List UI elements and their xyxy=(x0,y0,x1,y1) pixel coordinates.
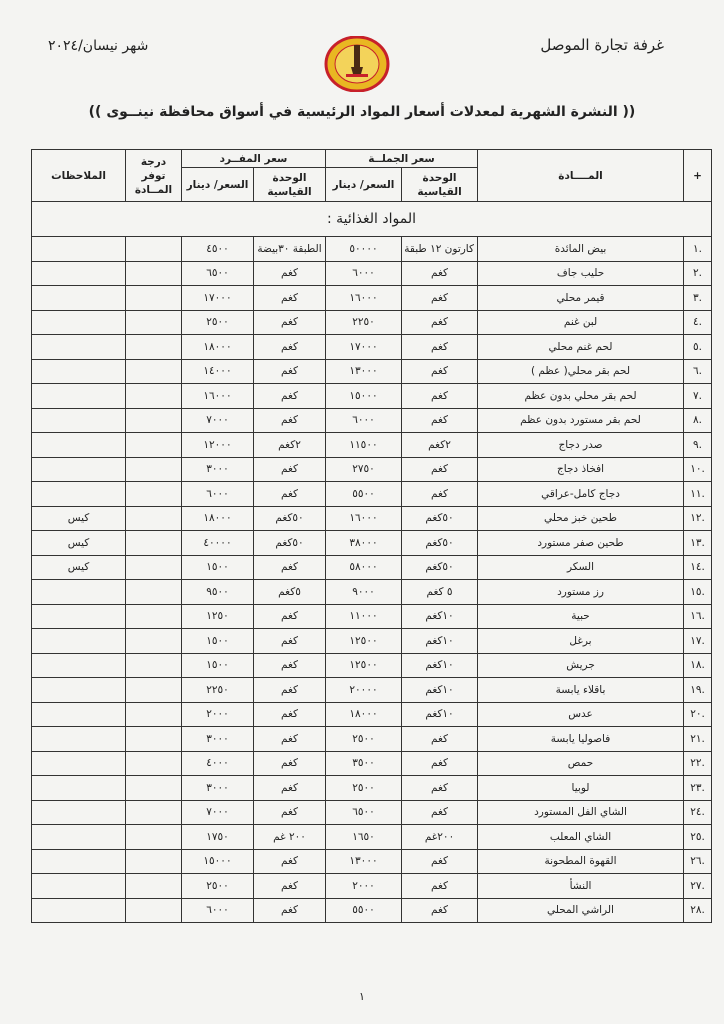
availability-cell xyxy=(126,874,182,899)
item-name: النشأ xyxy=(478,874,684,899)
availability-cell xyxy=(126,555,182,580)
table-row xyxy=(32,629,712,654)
retail-price: ٢٥٠٠ xyxy=(182,874,254,899)
table-row xyxy=(32,653,712,678)
wholesale-unit: كغم xyxy=(402,457,478,482)
item-name: باقلاء يابسة xyxy=(478,678,684,703)
retail-price: ١٥٠٠٠ xyxy=(182,849,254,874)
row-number: .١ xyxy=(684,237,712,262)
wholesale-unit: كغم xyxy=(402,751,478,776)
retail-price: ٦٠٠٠ xyxy=(182,482,254,507)
row-number: .١٩ xyxy=(684,678,712,703)
item-name: جريش xyxy=(478,653,684,678)
availability-cell xyxy=(126,776,182,801)
table-row xyxy=(32,604,712,629)
retail-unit: كغم xyxy=(254,776,326,801)
table-row xyxy=(32,237,712,262)
header-wholesale-price: سعر الجملــة xyxy=(326,150,478,168)
retail-unit: كغم xyxy=(254,727,326,752)
retail-price: ٣٠٠٠ xyxy=(182,457,254,482)
wholesale-unit: كغم xyxy=(402,776,478,801)
availability-cell xyxy=(126,727,182,752)
notes-cell xyxy=(32,335,126,360)
retail-unit: كغم xyxy=(254,555,326,580)
retail-price: ٦٥٠٠ xyxy=(182,261,254,286)
page-number: ١ xyxy=(359,990,365,1003)
item-name: لحم بقر مستورد بدون عظم xyxy=(478,408,684,433)
table-row xyxy=(32,825,712,850)
row-number: .٤ xyxy=(684,310,712,335)
availability-cell xyxy=(126,629,182,654)
retail-price: ١٧٥٠ xyxy=(182,825,254,850)
wholesale-price: ٢٧٥٠ xyxy=(326,457,402,482)
retail-price: ٣٠٠٠ xyxy=(182,776,254,801)
item-name: صدر دجاج xyxy=(478,433,684,458)
item-name: طحين صفر مستورد xyxy=(478,531,684,556)
row-number: .١٠ xyxy=(684,457,712,482)
table-row xyxy=(32,457,712,482)
notes-cell: كيس xyxy=(32,555,126,580)
table-row xyxy=(32,286,712,311)
wholesale-price: ١٣٠٠٠ xyxy=(326,849,402,874)
notes-cell xyxy=(32,384,126,409)
item-name: حبية xyxy=(478,604,684,629)
wholesale-price: ٥٥٠٠ xyxy=(326,898,402,923)
retail-unit: كغم xyxy=(254,898,326,923)
wholesale-unit: ١٠كغم xyxy=(402,604,478,629)
availability-cell xyxy=(126,531,182,556)
row-number: .١١ xyxy=(684,482,712,507)
retail-unit: كغم xyxy=(254,335,326,360)
item-name: حليب جاف xyxy=(478,261,684,286)
retail-price: ٣٠٠٠ xyxy=(182,727,254,752)
notes-cell xyxy=(32,408,126,433)
notes-cell xyxy=(32,433,126,458)
header-wholesale-value: السعر/ دينار xyxy=(326,168,402,202)
category-row xyxy=(32,202,712,237)
wholesale-price: ١٢٥٠٠ xyxy=(326,653,402,678)
wholesale-price: ٩٠٠٠ xyxy=(326,580,402,605)
notes-cell xyxy=(32,702,126,727)
table-row xyxy=(32,898,712,923)
wholesale-price: ١٢٥٠٠ xyxy=(326,629,402,654)
notes-cell xyxy=(32,286,126,311)
table-row xyxy=(32,384,712,409)
wholesale-unit: ٢٠٠غم xyxy=(402,825,478,850)
table-row xyxy=(32,531,712,556)
table-row xyxy=(32,702,712,727)
retail-price: ٢٥٠٠ xyxy=(182,310,254,335)
wholesale-price: ١٥٠٠٠ xyxy=(326,384,402,409)
wholesale-price: ١٣٠٠٠ xyxy=(326,359,402,384)
wholesale-price: ٥٠٠٠٠ xyxy=(326,237,402,262)
row-number: .٢٦ xyxy=(684,849,712,874)
wholesale-price: ٣٥٠٠ xyxy=(326,751,402,776)
availability-cell xyxy=(126,849,182,874)
wholesale-unit: كغم xyxy=(402,335,478,360)
row-number: .٢٨ xyxy=(684,898,712,923)
item-rows xyxy=(32,237,712,923)
table-row xyxy=(32,849,712,874)
row-number: .٢٧ xyxy=(684,874,712,899)
availability-cell xyxy=(126,482,182,507)
row-number: .٣ xyxy=(684,286,712,311)
wholesale-price: ٦٠٠٠ xyxy=(326,261,402,286)
retail-price: ١٤٠٠٠ xyxy=(182,359,254,384)
wholesale-price: ٣٨٠٠٠ xyxy=(326,531,402,556)
chamber-name: غرفة تجارة الموصل xyxy=(540,36,664,54)
row-number: .٨ xyxy=(684,408,712,433)
item-name: الشاي المعلب xyxy=(478,825,684,850)
table-row xyxy=(32,482,712,507)
chamber-logo-icon xyxy=(324,36,390,92)
retail-unit: كغم xyxy=(254,359,326,384)
row-number: .٩ xyxy=(684,433,712,458)
notes-cell xyxy=(32,580,126,605)
header-retail-unit: الوحدة القياسية xyxy=(254,168,326,202)
retail-unit: كغم xyxy=(254,261,326,286)
wholesale-price: ١١٥٠٠ xyxy=(326,433,402,458)
notes-cell xyxy=(32,237,126,262)
retail-price: ٤٠٠٠٠ xyxy=(182,531,254,556)
retail-unit: كغم xyxy=(254,629,326,654)
retail-price: ١٨٠٠٠ xyxy=(182,335,254,360)
category-food: المواد الغذائية : xyxy=(32,202,712,237)
availability-cell xyxy=(126,751,182,776)
retail-unit: كغم xyxy=(254,286,326,311)
availability-cell xyxy=(126,286,182,311)
table-row xyxy=(32,310,712,335)
row-number: .٢٣ xyxy=(684,776,712,801)
retail-unit: كغم xyxy=(254,800,326,825)
notes-cell xyxy=(32,825,126,850)
table-row xyxy=(32,751,712,776)
availability-cell xyxy=(126,506,182,531)
wholesale-unit: ٥ كغم xyxy=(402,580,478,605)
table-row xyxy=(32,335,712,360)
retail-price: ١٧٠٠٠ xyxy=(182,286,254,311)
item-name: حمص xyxy=(478,751,684,776)
item-name: عدس xyxy=(478,702,684,727)
availability-cell xyxy=(126,678,182,703)
row-number: .٢٢ xyxy=(684,751,712,776)
retail-price: ١٢٥٠ xyxy=(182,604,254,629)
item-name: برغل xyxy=(478,629,684,654)
notes-cell xyxy=(32,727,126,752)
retail-price: ١٢٠٠٠ xyxy=(182,433,254,458)
row-number: .٢٥ xyxy=(684,825,712,850)
header-index: + xyxy=(684,150,712,202)
retail-unit: كغم xyxy=(254,457,326,482)
row-number: .١٧ xyxy=(684,629,712,654)
wholesale-price: ٢٠٠٠ xyxy=(326,874,402,899)
availability-cell xyxy=(126,408,182,433)
notes-cell: كيس xyxy=(32,531,126,556)
table-row xyxy=(32,555,712,580)
row-number: .١٥ xyxy=(684,580,712,605)
retail-price: ٤٠٠٠ xyxy=(182,751,254,776)
item-name: رز مستورد xyxy=(478,580,684,605)
retail-unit: كغم xyxy=(254,653,326,678)
retail-unit: كغم xyxy=(254,849,326,874)
retail-price: ٧٠٠٠ xyxy=(182,800,254,825)
notes-cell xyxy=(32,751,126,776)
item-name: افخاذ دجاج xyxy=(478,457,684,482)
availability-cell xyxy=(126,433,182,458)
availability-cell xyxy=(126,384,182,409)
wholesale-price: ٦٠٠٠ xyxy=(326,408,402,433)
retail-unit: كغم xyxy=(254,482,326,507)
wholesale-unit: كغم xyxy=(402,849,478,874)
wholesale-unit: كغم xyxy=(402,310,478,335)
retail-unit: ٢كغم xyxy=(254,433,326,458)
wholesale-unit: ١٠كغم xyxy=(402,702,478,727)
availability-cell xyxy=(126,604,182,629)
notes-cell xyxy=(32,800,126,825)
row-number: .٢٤ xyxy=(684,800,712,825)
notes-cell xyxy=(32,678,126,703)
wholesale-unit: كغم xyxy=(402,898,478,923)
retail-price: ٩٥٠٠ xyxy=(182,580,254,605)
wholesale-price: ٢٥٠٠ xyxy=(326,776,402,801)
notes-cell xyxy=(32,629,126,654)
header-retail-price: سعر المفــرد xyxy=(182,150,326,168)
retail-unit: كغم xyxy=(254,702,326,727)
item-name: بيض المائدة xyxy=(478,237,684,262)
row-number: .١٤ xyxy=(684,555,712,580)
notes-cell xyxy=(32,457,126,482)
retail-unit: ٥كغم xyxy=(254,580,326,605)
row-number: .١٦ xyxy=(684,604,712,629)
item-name: لحم غنم محلي xyxy=(478,335,684,360)
table-header-row xyxy=(32,150,712,168)
table-row xyxy=(32,678,712,703)
retail-unit: كغم xyxy=(254,310,326,335)
header-availability: درجة توفر المــادة xyxy=(126,150,182,202)
wholesale-unit: كغم xyxy=(402,359,478,384)
wholesale-unit: ٥٠كغم xyxy=(402,555,478,580)
availability-cell xyxy=(126,359,182,384)
retail-price: ١٥٠٠ xyxy=(182,555,254,580)
table-row xyxy=(32,580,712,605)
notes-cell xyxy=(32,359,126,384)
retail-unit: كغم xyxy=(254,384,326,409)
availability-cell xyxy=(126,237,182,262)
item-name: لبن غنم xyxy=(478,310,684,335)
table-row xyxy=(32,359,712,384)
wholesale-price: ٦٥٠٠ xyxy=(326,800,402,825)
availability-cell xyxy=(126,898,182,923)
retail-price: ٢٢٥٠ xyxy=(182,678,254,703)
wholesale-price: ٥٥٠٠ xyxy=(326,482,402,507)
wholesale-unit: كغم xyxy=(402,408,478,433)
row-number: .٢١ xyxy=(684,727,712,752)
item-name: طحين خبز محلي xyxy=(478,506,684,531)
item-name: لوبيا xyxy=(478,776,684,801)
retail-price: ٦٠٠٠ xyxy=(182,898,254,923)
notes-cell xyxy=(32,776,126,801)
header-item: المــــادة xyxy=(478,150,684,202)
wholesale-price: ٢٢٥٠ xyxy=(326,310,402,335)
notes-cell xyxy=(32,898,126,923)
item-name: لحم بقر محلي( عظم ) xyxy=(478,359,684,384)
retail-price: ١٥٠٠ xyxy=(182,629,254,654)
header-retail-value: السعر/ دينار xyxy=(182,168,254,202)
retail-unit: كغم xyxy=(254,678,326,703)
item-name: السكر xyxy=(478,555,684,580)
wholesale-unit: ٥٠كغم xyxy=(402,506,478,531)
item-name: دجاج كامل-عراقي xyxy=(478,482,684,507)
wholesale-price: ١٦٠٠٠ xyxy=(326,286,402,311)
notes-cell xyxy=(32,874,126,899)
wholesale-price: ١١٠٠٠ xyxy=(326,604,402,629)
wholesale-unit: ١٠كغم xyxy=(402,678,478,703)
wholesale-unit: كغم xyxy=(402,874,478,899)
report-title: (( النشرة الشهرية لمعدلات أسعار المواد الرئيسية في أسواق محافظة نينــوى )) xyxy=(88,104,636,120)
availability-cell xyxy=(126,653,182,678)
wholesale-unit: كغم xyxy=(402,800,478,825)
wholesale-unit: كغم xyxy=(402,384,478,409)
wholesale-price: ٢٥٠٠ xyxy=(326,727,402,752)
wholesale-unit: كارتون ١٢ طبقة xyxy=(402,237,478,262)
item-name: فاصوليا يابسة xyxy=(478,727,684,752)
notes-cell xyxy=(32,604,126,629)
wholesale-unit: ٥٠كغم xyxy=(402,531,478,556)
availability-cell xyxy=(126,580,182,605)
retail-unit: ٥٠كغم xyxy=(254,506,326,531)
table-row xyxy=(32,874,712,899)
header-wholesale-unit: الوحدة القياسية xyxy=(402,168,478,202)
notes-cell: كيس xyxy=(32,506,126,531)
table-row xyxy=(32,408,712,433)
wholesale-unit: كغم xyxy=(402,727,478,752)
retail-price: ٢٠٠٠ xyxy=(182,702,254,727)
notes-cell xyxy=(32,482,126,507)
availability-cell xyxy=(126,702,182,727)
retail-price: ١٨٠٠٠ xyxy=(182,506,254,531)
row-number: .٢٠ xyxy=(684,702,712,727)
wholesale-price: ٢٠٠٠٠ xyxy=(326,678,402,703)
retail-price: ١٥٠٠ xyxy=(182,653,254,678)
price-table xyxy=(31,149,712,923)
row-number: .٥ xyxy=(684,335,712,360)
availability-cell xyxy=(126,457,182,482)
item-name: القهوة المطحونة xyxy=(478,849,684,874)
availability-cell xyxy=(126,800,182,825)
wholesale-unit: كغم xyxy=(402,482,478,507)
row-number: .١٣ xyxy=(684,531,712,556)
retail-unit: ٥٠كغم xyxy=(254,531,326,556)
notes-cell xyxy=(32,653,126,678)
wholesale-unit: كغم xyxy=(402,286,478,311)
retail-price: ٤٥٠٠ xyxy=(182,237,254,262)
retail-unit: ٢٠٠ غم xyxy=(254,825,326,850)
retail-price: ٧٠٠٠ xyxy=(182,408,254,433)
table-row xyxy=(32,776,712,801)
row-number: .١٢ xyxy=(684,506,712,531)
item-name: الراشي المحلي xyxy=(478,898,684,923)
report-month: شهر نيسان/٢٠٢٤ xyxy=(48,38,149,54)
header-notes: الملاحظات xyxy=(32,150,126,202)
notes-cell xyxy=(32,310,126,335)
wholesale-price: ١٧٠٠٠ xyxy=(326,335,402,360)
notes-cell xyxy=(32,849,126,874)
retail-unit: الطبقة ٣٠بيضة xyxy=(254,237,326,262)
availability-cell xyxy=(126,825,182,850)
row-number: .١٨ xyxy=(684,653,712,678)
retail-unit: كغم xyxy=(254,874,326,899)
availability-cell xyxy=(126,261,182,286)
wholesale-price: ١٦٥٠ xyxy=(326,825,402,850)
retail-unit: كغم xyxy=(254,751,326,776)
availability-cell xyxy=(126,335,182,360)
table-row xyxy=(32,727,712,752)
wholesale-price: ١٨٠٠٠ xyxy=(326,702,402,727)
item-name: قيمر محلي xyxy=(478,286,684,311)
wholesale-unit: ٢كغم xyxy=(402,433,478,458)
wholesale-unit: ١٠كغم xyxy=(402,629,478,654)
item-name: الشاي الفل المستورد xyxy=(478,800,684,825)
table-row xyxy=(32,261,712,286)
retail-unit: كغم xyxy=(254,604,326,629)
table-row xyxy=(32,506,712,531)
table-row xyxy=(32,433,712,458)
availability-cell xyxy=(126,310,182,335)
wholesale-price: ٥٨٠٠٠ xyxy=(326,555,402,580)
table-row xyxy=(32,800,712,825)
row-number: .٧ xyxy=(684,384,712,409)
retail-price: ١٦٠٠٠ xyxy=(182,384,254,409)
row-number: .٦ xyxy=(684,359,712,384)
wholesale-price: ١٦٠٠٠ xyxy=(326,506,402,531)
wholesale-unit: كغم xyxy=(402,261,478,286)
notes-cell xyxy=(32,261,126,286)
wholesale-unit: ١٠كغم xyxy=(402,653,478,678)
row-number: .٢ xyxy=(684,261,712,286)
retail-unit: كغم xyxy=(254,408,326,433)
item-name: لحم بقر محلي بدون عظم xyxy=(478,384,684,409)
